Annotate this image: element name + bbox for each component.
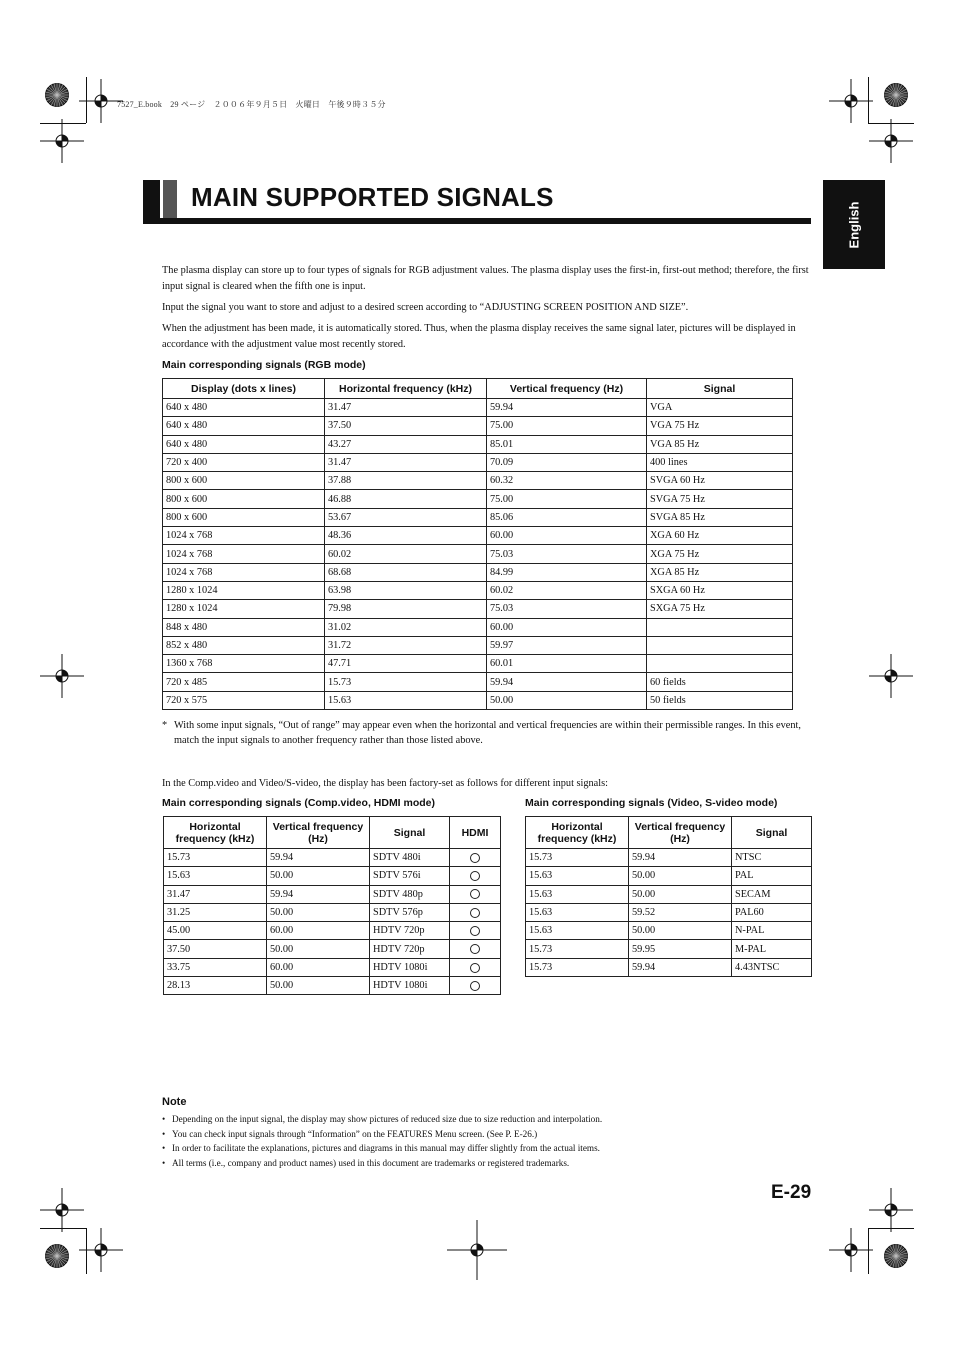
hfreq-cell: 15.73 [164, 849, 267, 867]
vfreq-cell: 59.94 [487, 399, 647, 417]
vfreq-cell: 59.94 [629, 958, 732, 976]
display-cell: 852 x 480 [163, 636, 325, 654]
vfreq-cell: 50.00 [629, 885, 732, 903]
note-item: • Depending on the input signal, the display may show pictures of reduced size due to size reduction and interpolation. [162, 1112, 812, 1127]
vfreq-cell: 84.99 [487, 563, 647, 581]
hfreq-cell: 31.72 [325, 636, 487, 654]
intro-paragraph-2: Input the signal you want to store and adjust to a desired screen according to “ADJUSTING SCREEN POSITION AND SIZE”. [162, 302, 689, 313]
signal-cell: HDTV 1080i [370, 958, 450, 976]
hfreq-cell: 47.71 [325, 655, 487, 673]
note-list [162, 1112, 812, 1170]
comp-signals-table [163, 816, 501, 995]
hdmi-supported-cell [450, 977, 501, 995]
signal-cell: SDTV 480i [370, 849, 450, 867]
hfreq-cell: 15.63 [526, 867, 629, 885]
trim-line [868, 123, 914, 124]
comp-header-signal: Signal [370, 817, 450, 849]
display-cell: 640 x 480 [163, 399, 325, 417]
signal-cell: 4.43NTSC [732, 958, 812, 976]
vfreq-cell: 50.00 [267, 903, 370, 921]
hfreq-cell: 31.25 [164, 903, 267, 921]
table-row [164, 867, 501, 885]
signal-cell: VGA [647, 399, 793, 417]
rgb-header-vfreq: Vertical frequency (Hz) [487, 379, 647, 399]
vfreq-cell: 59.52 [629, 903, 732, 921]
table-row [163, 453, 793, 471]
color-target-icon [45, 83, 69, 107]
hfreq-cell: 15.73 [526, 940, 629, 958]
circle-icon [470, 926, 480, 936]
display-cell: 640 x 480 [163, 417, 325, 435]
signal-cell [647, 655, 793, 673]
table-row [164, 922, 501, 940]
color-target-icon [884, 1244, 908, 1268]
display-cell: 800 x 600 [163, 490, 325, 508]
signal-cell: SVGA 75 Hz [647, 490, 793, 508]
signal-cell: VGA 75 Hz [647, 417, 793, 435]
color-target-icon [884, 83, 908, 107]
trim-line [40, 1228, 86, 1229]
display-cell: 720 x 400 [163, 453, 325, 471]
signal-cell: SXGA 75 Hz [647, 600, 793, 618]
signal-cell [647, 618, 793, 636]
rgb-signals-table [162, 378, 793, 710]
note-title: Note [162, 1096, 187, 1108]
vfreq-cell: 50.00 [629, 922, 732, 940]
vfreq-cell: 60.02 [487, 581, 647, 599]
title-rule [143, 218, 811, 224]
table-row [164, 958, 501, 976]
signal-cell: HDTV 1080i [370, 977, 450, 995]
trim-line [86, 77, 87, 123]
table-row [163, 472, 793, 490]
display-cell: 1280 x 1024 [163, 581, 325, 599]
hfreq-cell: 15.63 [164, 867, 267, 885]
circle-icon [470, 981, 480, 991]
vfreq-cell: 70.09 [487, 453, 647, 471]
video-signals-table [525, 816, 812, 977]
signal-cell [647, 636, 793, 654]
signal-cell: VGA 85 Hz [647, 435, 793, 453]
vfreq-cell: 85.01 [487, 435, 647, 453]
hfreq-cell: 68.68 [325, 563, 487, 581]
display-cell: 1024 x 768 [163, 527, 325, 545]
hdmi-supported-cell [450, 867, 501, 885]
video-table-caption: Main corresponding signals (Video, S-video mode) [525, 797, 778, 809]
table-row [163, 636, 793, 654]
note-item: • You can check input signals through “Information” on the FEATURES Menu screen. (See P. E-26.) [162, 1127, 812, 1142]
vfreq-cell: 59.97 [487, 636, 647, 654]
vfreq-cell: 59.94 [267, 885, 370, 903]
video-header-hfreq: Horizontal frequency (kHz) [526, 817, 629, 849]
vfreq-cell: 75.03 [487, 545, 647, 563]
vfreq-cell: 85.06 [487, 508, 647, 526]
signal-cell: SDTV 576i [370, 867, 450, 885]
display-cell: 1024 x 768 [163, 563, 325, 581]
intro-paragraph-3: When the adjustment has been made, it is automatically stored. Thus, when the plasma display receives the same signal later, pictures will be displayed in accordance with the adjustment value most recently stored. [162, 323, 796, 350]
page-title: MAIN SUPPORTED SIGNALS [191, 182, 554, 212]
table-row [164, 903, 501, 921]
hfreq-cell: 15.63 [526, 903, 629, 921]
vfreq-cell: 50.00 [629, 867, 732, 885]
comp-table-caption: Main corresponding signals (Comp.video, HDMI mode) [162, 797, 436, 809]
hfreq-cell: 31.47 [325, 453, 487, 471]
table-row [164, 940, 501, 958]
hfreq-cell: 15.63 [526, 885, 629, 903]
table-row [526, 903, 812, 921]
hfreq-cell: 46.88 [325, 490, 487, 508]
hfreq-cell: 15.73 [526, 958, 629, 976]
title-block-icon-secondary [163, 180, 177, 218]
table-row [164, 977, 501, 995]
title-bar [143, 180, 811, 224]
page-number: E-29 [771, 1182, 812, 1203]
table-row [163, 581, 793, 599]
display-cell: 800 x 600 [163, 472, 325, 490]
signal-cell: XGA 85 Hz [647, 563, 793, 581]
circle-icon [470, 889, 480, 899]
table-row [163, 417, 793, 435]
rgb-header-signal: Signal [647, 379, 793, 399]
trim-line [868, 77, 869, 123]
signal-cell: SECAM [732, 885, 812, 903]
hfreq-cell: 31.02 [325, 618, 487, 636]
table-row [163, 527, 793, 545]
hfreq-cell: 53.67 [325, 508, 487, 526]
hfreq-cell: 37.88 [325, 472, 487, 490]
signal-cell: SVGA 60 Hz [647, 472, 793, 490]
trim-line [868, 1228, 869, 1274]
table-row [163, 563, 793, 581]
vfreq-cell: 50.00 [267, 940, 370, 958]
signal-cell: 60 fields [647, 673, 793, 691]
vfreq-cell: 59.94 [629, 849, 732, 867]
footnote [162, 718, 812, 748]
hdmi-supported-cell [450, 922, 501, 940]
comp-header-hdmi: HDMI [450, 817, 501, 849]
table-row [164, 849, 501, 867]
hfreq-cell: 37.50 [164, 940, 267, 958]
video-header-signal: Signal [732, 817, 812, 849]
video-header-vfreq: Vertical frequency (Hz) [629, 817, 732, 849]
hfreq-cell: 31.47 [164, 885, 267, 903]
table-row [526, 940, 812, 958]
circle-icon [470, 963, 480, 973]
vfreq-cell: 75.03 [487, 600, 647, 618]
registration-mark-icon [869, 654, 913, 698]
vfreq-cell: 60.00 [267, 922, 370, 940]
hfreq-cell: 15.63 [526, 922, 629, 940]
hfreq-cell: 79.98 [325, 600, 487, 618]
signal-cell: SDTV 480p [370, 885, 450, 903]
registration-mark-icon [40, 654, 84, 698]
rgb-header-display: Display (dots x lines) [163, 379, 325, 399]
vfreq-cell: 50.00 [267, 867, 370, 885]
trim-line [40, 123, 86, 124]
table-row [163, 691, 793, 709]
table-row [163, 618, 793, 636]
comp-header-hfreq: Horizontal frequency (kHz) [164, 817, 267, 849]
signal-cell: SDTV 576p [370, 903, 450, 921]
registration-mark-icon [869, 1188, 913, 1232]
vfreq-cell: 50.00 [267, 977, 370, 995]
registration-mark-icon [869, 119, 913, 163]
comp-header-vfreq: Vertical frequency (Hz) [267, 817, 370, 849]
table-row [163, 545, 793, 563]
color-target-icon [45, 1244, 69, 1268]
display-cell: 800 x 600 [163, 508, 325, 526]
rgb-header-hfreq: Horizontal frequency (kHz) [325, 379, 487, 399]
registration-mark-icon [447, 1220, 507, 1280]
signal-cell: XGA 75 Hz [647, 545, 793, 563]
vfreq-cell: 60.32 [487, 472, 647, 490]
hfreq-cell: 15.63 [325, 691, 487, 709]
hfreq-cell: 15.73 [526, 849, 629, 867]
registration-mark-icon [829, 1228, 873, 1272]
table-row [526, 849, 812, 867]
print-header-note: 7527_E.book 29 ページ ２００６年９月５日 火曜日 午後９時３５分 [117, 100, 386, 109]
note-item: • In order to facilitate the explanations, pictures and diagrams in this manual may differ slightly from the actual items. [162, 1141, 812, 1156]
registration-mark-icon [40, 1188, 84, 1232]
hdmi-supported-cell [450, 940, 501, 958]
signal-cell: NTSC [732, 849, 812, 867]
rgb-table-caption: Main corresponding signals (RGB mode) [162, 359, 366, 371]
table-row [526, 885, 812, 903]
circle-icon [470, 908, 480, 918]
footnote-marker: * [162, 720, 168, 731]
hfreq-cell: 28.13 [164, 977, 267, 995]
table-row [163, 435, 793, 453]
comp-intro: In the Comp.video and Video/S-video, the display has been factory-set as follows for different input signals: [162, 778, 608, 789]
vfreq-cell: 60.00 [487, 527, 647, 545]
language-tab [823, 180, 885, 269]
vfreq-cell: 60.00 [267, 958, 370, 976]
signal-cell: SXGA 60 Hz [647, 581, 793, 599]
signal-cell: N-PAL [732, 922, 812, 940]
display-cell: 640 x 480 [163, 435, 325, 453]
intro-paragraph-1: The plasma display can store up to four types of signals for RGB adjustment values. The plasma display uses the first-in, first-out method; therefore, the first input signal is cleared when the fifth one is input. [162, 265, 809, 292]
table-row [163, 600, 793, 618]
hdmi-supported-cell [450, 849, 501, 867]
vfreq-cell: 75.00 [487, 417, 647, 435]
hdmi-supported-cell [450, 903, 501, 921]
hfreq-cell: 45.00 [164, 922, 267, 940]
signal-cell: HDTV 720p [370, 922, 450, 940]
circle-icon [470, 944, 480, 954]
title-block-icon [143, 180, 160, 218]
signal-cell: HDTV 720p [370, 940, 450, 958]
signal-cell: M-PAL [732, 940, 812, 958]
signal-cell: 400 lines [647, 453, 793, 471]
language-tab-label: English [846, 201, 862, 248]
display-cell: 720 x 485 [163, 673, 325, 691]
table-row [163, 490, 793, 508]
signal-cell: XGA 60 Hz [647, 527, 793, 545]
trim-line [868, 1228, 914, 1229]
hfreq-cell: 31.47 [325, 399, 487, 417]
display-cell: 848 x 480 [163, 618, 325, 636]
signal-cell: SVGA 85 Hz [647, 508, 793, 526]
table-row [526, 922, 812, 940]
hfreq-cell: 43.27 [325, 435, 487, 453]
signal-cell: 50 fields [647, 691, 793, 709]
vfreq-cell: 60.00 [487, 618, 647, 636]
table-row [163, 655, 793, 673]
table-row [163, 399, 793, 417]
table-row [164, 885, 501, 903]
table-row [163, 673, 793, 691]
registration-mark-icon [829, 79, 873, 123]
vfreq-cell: 75.00 [487, 490, 647, 508]
display-cell: 1280 x 1024 [163, 600, 325, 618]
table-row [163, 508, 793, 526]
vfreq-cell: 50.00 [487, 691, 647, 709]
hfreq-cell: 33.75 [164, 958, 267, 976]
note-item: • All terms (i.e., company and product names) used in this document are trademarks or registered trademarks. [162, 1156, 812, 1171]
hdmi-supported-cell [450, 885, 501, 903]
vfreq-cell: 60.01 [487, 655, 647, 673]
hdmi-supported-cell [450, 958, 501, 976]
hfreq-cell: 15.73 [325, 673, 487, 691]
display-cell: 720 x 575 [163, 691, 325, 709]
trim-line [86, 1228, 87, 1274]
circle-icon [470, 871, 480, 881]
footnote-text: With some input signals, “Out of range” may appear even when the horizontal and vertical frequencies are within their permissible ranges. In this event, match the input signals to another frequency rather than those listed above. [174, 720, 801, 746]
vfreq-cell: 59.94 [267, 849, 370, 867]
circle-icon [470, 853, 480, 863]
hfreq-cell: 63.98 [325, 581, 487, 599]
hfreq-cell: 48.36 [325, 527, 487, 545]
hfreq-cell: 60.02 [325, 545, 487, 563]
hfreq-cell: 37.50 [325, 417, 487, 435]
table-row [526, 958, 812, 976]
signal-cell: PAL [732, 867, 812, 885]
display-cell: 1024 x 768 [163, 545, 325, 563]
vfreq-cell: 59.94 [487, 673, 647, 691]
vfreq-cell: 59.95 [629, 940, 732, 958]
registration-mark-icon [40, 119, 84, 163]
signal-cell: PAL60 [732, 903, 812, 921]
display-cell: 1360 x 768 [163, 655, 325, 673]
table-row [526, 867, 812, 885]
